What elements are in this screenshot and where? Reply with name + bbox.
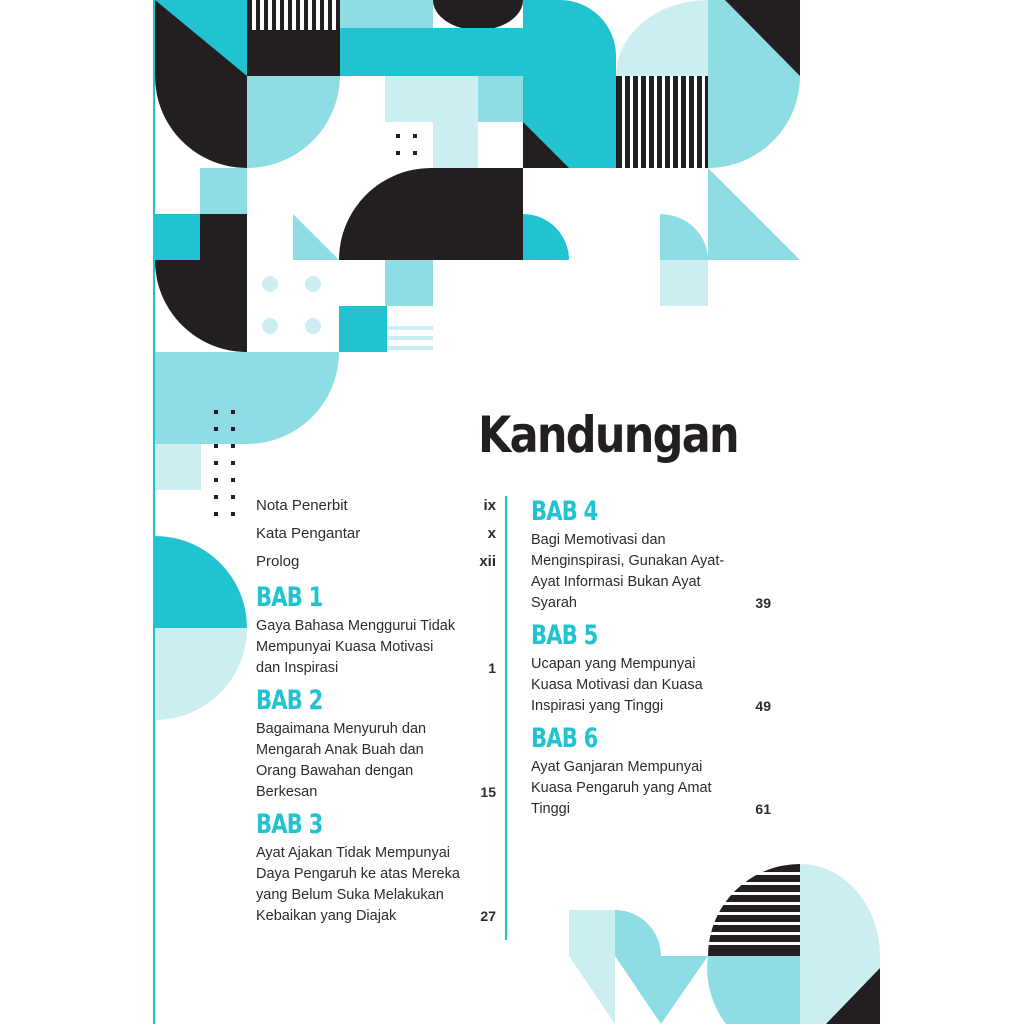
- chapter-page: 15: [480, 784, 496, 800]
- page-title: Kandungan: [478, 406, 738, 464]
- front-matter-entry: [256, 548, 496, 576]
- entry-page: x: [487, 525, 496, 542]
- chapter-entry: [531, 620, 771, 717]
- chapter-number: BAB 4: [531, 496, 598, 527]
- chapter-entry: [531, 723, 771, 820]
- entry-label: Kata Pengantar: [256, 525, 361, 542]
- chapter-number: BAB 1: [256, 582, 323, 613]
- chapter-page: 27: [480, 908, 496, 924]
- chapter-entry: [531, 496, 771, 614]
- entry-page: xii: [479, 553, 496, 570]
- chapter-entry: [256, 582, 496, 679]
- chapter-page: 1: [488, 660, 496, 676]
- chapter-title: Ucapan yang Mempunyai Kuasa Motivasi dan Kuasa Inspirasi yang Tinggi: [531, 656, 703, 714]
- chapter-title: Bagi Memotivasi dan Menginspirasi, Gunakan Ayat-Ayat Informasi Bukan Ayat Syarah: [531, 532, 725, 611]
- chapter-number: BAB 6: [531, 723, 598, 754]
- chapter-title: Gaya Bahasa Menggurui Tidak Mempunyai Kuasa Motivasi dan Inspirasi: [256, 618, 456, 676]
- column-divider: [505, 496, 507, 940]
- chapter-entry: [256, 685, 496, 803]
- front-matter-entry: [256, 520, 496, 548]
- front-matter-entry: [256, 492, 496, 520]
- chapter-title: Bagaimana Menyuruh dan Mengarah Anak Buah dan Orang Bawahan dengan Berkesan: [256, 721, 427, 800]
- chapter-title: Ayat Ajakan Tidak Mempunyai Daya Pengaruh ke atas Mereka yang Belum Suka Melakukan Kebaikan yang Diajak: [256, 845, 460, 924]
- chapter-page: 39: [755, 595, 771, 611]
- contents-right-column: [531, 496, 771, 820]
- chapter-number: BAB 5: [531, 620, 598, 651]
- entry-label: Prolog: [256, 553, 300, 570]
- chapter-number: BAB 3: [256, 809, 323, 840]
- chapter-number: BAB 2: [256, 685, 323, 716]
- chapter-page: 61: [755, 801, 771, 817]
- entry-page: ix: [483, 497, 496, 514]
- chapter-page: 49: [755, 698, 771, 714]
- entry-label: Nota Penerbit: [256, 497, 348, 514]
- chapter-title: Ayat Ganjaran Mempunyai Kuasa Pengaruh yang Amat Tinggi: [531, 759, 712, 817]
- contents-left-column: [256, 492, 496, 927]
- chapter-entry: [256, 809, 496, 927]
